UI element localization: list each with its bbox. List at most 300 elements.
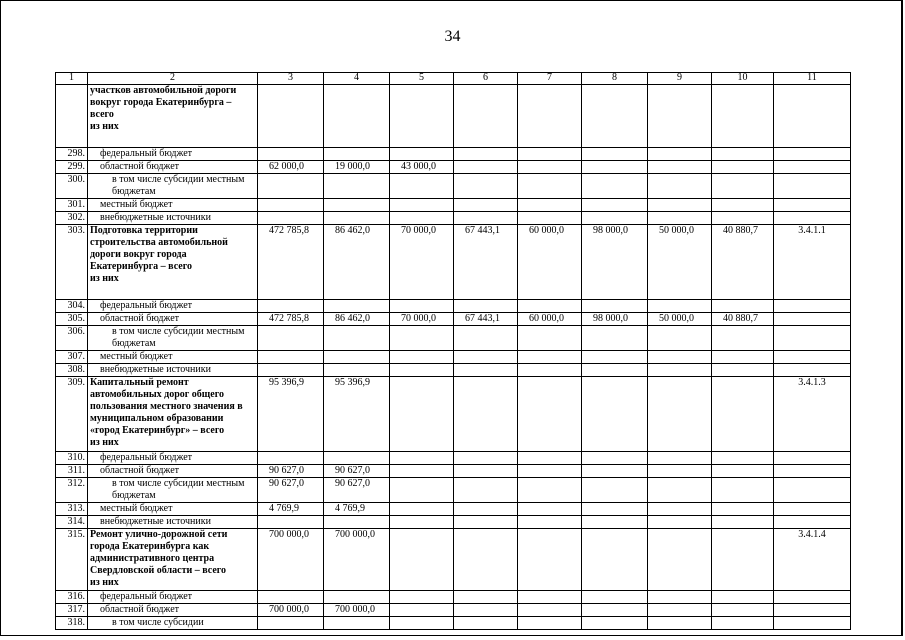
row-number: 315. [56, 528, 88, 591]
header-cell: 10 [712, 73, 774, 85]
row-name-suffix: из них [90, 121, 119, 132]
value-cell [390, 528, 454, 591]
row-name-suffix: из них [90, 272, 119, 284]
value-cell [518, 502, 582, 515]
row-name-text: федеральный бюджет [100, 591, 193, 602]
table-row [56, 173, 851, 198]
value-cell [712, 376, 774, 451]
value-cell: 86 462,0 [324, 224, 390, 299]
value-cell [712, 85, 774, 148]
value-cell [390, 604, 454, 617]
row-number: 298. [56, 147, 88, 160]
value-cell [454, 160, 518, 173]
row-name [88, 312, 258, 325]
row-name [88, 502, 258, 515]
value-cell [518, 363, 582, 376]
row-name-text: в том числе субсидии местным бюджетам [112, 325, 245, 349]
value-cell: 700 000,0 [258, 604, 324, 617]
row-name-text: областной бюджет [100, 604, 180, 615]
value-cell [454, 591, 518, 604]
table-row [56, 464, 851, 477]
value-cell [712, 464, 774, 477]
value-cell [518, 451, 582, 464]
value-cell [454, 604, 518, 617]
value-cell [648, 528, 712, 591]
value-cell [582, 173, 648, 198]
value-cell [390, 198, 454, 211]
value-cell: 43 000,0 [390, 160, 454, 173]
code-cell [774, 299, 851, 312]
value-cell [390, 617, 454, 630]
table-row [56, 198, 851, 211]
value-cell [518, 591, 582, 604]
row-name-text: Капитальный ремонт автомобильных дорог общего пользования местного значения в муниципальном образовании «город Екатеринбург» – всего [90, 376, 243, 436]
value-cell [390, 363, 454, 376]
value-cell [324, 451, 390, 464]
row-number: 317. [56, 604, 88, 617]
value-cell [390, 173, 454, 198]
row-name [88, 211, 258, 224]
header-cell: 4 [324, 73, 390, 85]
code-cell [774, 160, 851, 173]
row-name [88, 173, 258, 198]
row-number: 303. [56, 224, 88, 299]
value-cell [390, 376, 454, 451]
value-cell [518, 85, 582, 148]
value-cell [454, 173, 518, 198]
header-cell: 2 [88, 73, 258, 85]
row-number: 309. [56, 376, 88, 451]
row-name [88, 224, 258, 299]
row-number: 318. [56, 617, 88, 630]
value-cell [454, 350, 518, 363]
value-cell [518, 376, 582, 451]
value-cell [582, 528, 648, 591]
value-cell [582, 160, 648, 173]
row-name [88, 350, 258, 363]
value-cell [518, 515, 582, 528]
value-cell: 86 462,0 [324, 312, 390, 325]
value-cell [518, 350, 582, 363]
code-cell [774, 617, 851, 630]
value-cell: 40 880,7 [712, 224, 774, 299]
value-cell [712, 515, 774, 528]
value-cell: 19 000,0 [324, 160, 390, 173]
code-cell: 3.4.1.3 [774, 376, 851, 451]
value-cell [258, 515, 324, 528]
row-number: 299. [56, 160, 88, 173]
row-number: 300. [56, 173, 88, 198]
value-cell [518, 464, 582, 477]
value-cell [648, 160, 712, 173]
value-cell [454, 464, 518, 477]
value-cell [648, 591, 712, 604]
value-cell [390, 211, 454, 224]
row-name-text: в том числе субсидии местным бюджетам [112, 173, 245, 197]
value-cell [712, 147, 774, 160]
value-cell: 4 769,9 [258, 502, 324, 515]
value-cell [648, 173, 712, 198]
value-cell [518, 160, 582, 173]
row-number: 311. [56, 464, 88, 477]
value-cell [390, 350, 454, 363]
value-cell [582, 502, 648, 515]
value-cell [454, 325, 518, 350]
table-row [56, 350, 851, 363]
value-cell [454, 363, 518, 376]
value-cell [712, 363, 774, 376]
value-cell [258, 325, 324, 350]
row-number: 304. [56, 299, 88, 312]
value-cell [454, 198, 518, 211]
page-number: 34 [444, 28, 461, 45]
table-header-row [56, 73, 851, 85]
header-cell: 1 [56, 73, 88, 85]
value-cell [454, 211, 518, 224]
value-cell: 90 627,0 [258, 477, 324, 502]
table-row [56, 376, 851, 451]
row-name [88, 376, 258, 451]
row-number: 316. [56, 591, 88, 604]
row-name-text: в том числе субсидии [112, 617, 204, 628]
table-row [56, 211, 851, 224]
value-cell [454, 477, 518, 502]
header-cell: 6 [454, 73, 518, 85]
value-cell: 472 785,8 [258, 312, 324, 325]
value-cell: 95 396,9 [258, 376, 324, 451]
row-number: 308. [56, 363, 88, 376]
value-cell [648, 363, 712, 376]
value-cell: 70 000,0 [390, 224, 454, 299]
value-cell [582, 515, 648, 528]
value-cell [518, 617, 582, 630]
row-name-text: федеральный бюджет [100, 147, 193, 159]
row-name-text: местный бюджет [100, 198, 173, 210]
value-cell [648, 477, 712, 502]
header-cell: 7 [518, 73, 582, 85]
value-cell: 90 627,0 [258, 464, 324, 477]
value-cell [648, 325, 712, 350]
value-cell [258, 85, 324, 148]
value-cell [454, 451, 518, 464]
code-cell [774, 147, 851, 160]
code-cell [774, 451, 851, 464]
row-name [88, 464, 258, 477]
header-cell: 11 [774, 73, 851, 85]
value-cell [258, 198, 324, 211]
code-cell [774, 604, 851, 617]
code-cell [774, 312, 851, 325]
value-cell [454, 528, 518, 591]
value-cell [324, 173, 390, 198]
value-cell [582, 85, 648, 148]
value-cell [390, 591, 454, 604]
value-cell: 90 627,0 [324, 464, 390, 477]
value-cell [712, 350, 774, 363]
value-cell [712, 173, 774, 198]
value-cell: 98 000,0 [582, 224, 648, 299]
table-row [56, 160, 851, 173]
value-cell [454, 617, 518, 630]
value-cell [390, 477, 454, 502]
value-cell [454, 147, 518, 160]
row-name [88, 591, 258, 604]
value-cell [518, 211, 582, 224]
value-cell [518, 173, 582, 198]
value-cell [648, 198, 712, 211]
value-cell [324, 515, 390, 528]
row-name-suffix: из них [90, 436, 119, 448]
value-cell [324, 617, 390, 630]
row-name-text: областной бюджет [100, 464, 180, 476]
value-cell [454, 515, 518, 528]
value-cell [648, 617, 712, 630]
value-cell [712, 591, 774, 604]
value-cell [324, 198, 390, 211]
value-cell [712, 299, 774, 312]
header-cell: 5 [390, 73, 454, 85]
value-cell [582, 451, 648, 464]
table-row [56, 502, 851, 515]
table-row [56, 617, 851, 630]
table-row [56, 325, 851, 350]
row-name-text: местный бюджет [100, 502, 173, 514]
value-cell [712, 160, 774, 173]
value-cell [648, 515, 712, 528]
value-cell [582, 350, 648, 363]
table-row [56, 477, 851, 502]
value-cell: 67 443,1 [454, 224, 518, 299]
table-row [56, 604, 851, 617]
value-cell: 700 000,0 [324, 528, 390, 591]
row-name-text: Подготовка территории строительства автомобильной дороги вокруг города Екатеринбурга – всего [90, 224, 228, 272]
row-name-text: в том числе субсидии местным бюджетам [112, 477, 245, 501]
value-cell [258, 591, 324, 604]
row-name-text: местный бюджет [100, 350, 173, 362]
value-cell [390, 515, 454, 528]
value-cell [324, 325, 390, 350]
row-name-suffix: из них [90, 576, 119, 588]
value-cell [518, 147, 582, 160]
code-cell [774, 350, 851, 363]
value-cell [454, 502, 518, 515]
row-number: 314. [56, 515, 88, 528]
row-name [88, 160, 258, 173]
code-cell [774, 477, 851, 502]
header-cell: 3 [258, 73, 324, 85]
value-cell [582, 477, 648, 502]
row-name-text: внебюджетные источники [100, 363, 211, 375]
value-cell [712, 604, 774, 617]
value-cell [648, 464, 712, 477]
value-cell [712, 451, 774, 464]
row-name [88, 617, 258, 630]
value-cell [582, 464, 648, 477]
value-cell: 40 880,7 [712, 312, 774, 325]
budget-table [55, 72, 851, 630]
value-cell: 62 000,0 [258, 160, 324, 173]
row-number: 305. [56, 312, 88, 325]
row-name-text: внебюджетные источники [100, 211, 211, 223]
table-row [56, 363, 851, 376]
value-cell: 700 000,0 [324, 604, 390, 617]
row-number: 313. [56, 502, 88, 515]
row-number: 310. [56, 451, 88, 464]
value-cell [518, 528, 582, 591]
table-row [56, 312, 851, 325]
value-cell [712, 502, 774, 515]
code-cell [774, 85, 851, 148]
value-cell [324, 147, 390, 160]
row-name [88, 477, 258, 502]
value-cell [258, 451, 324, 464]
value-cell [324, 299, 390, 312]
value-cell: 50 000,0 [648, 312, 712, 325]
code-cell [774, 198, 851, 211]
row-name [88, 515, 258, 528]
value-cell [648, 299, 712, 312]
value-cell [582, 604, 648, 617]
value-cell [648, 85, 712, 148]
table-row [56, 85, 851, 148]
value-cell: 67 443,1 [454, 312, 518, 325]
table-row [56, 147, 851, 160]
value-cell [258, 173, 324, 198]
code-cell [774, 502, 851, 515]
row-name-text: Ремонт улично-дорожной сети города Екатеринбурга как административного центра Свердловской области – всего [90, 528, 228, 576]
value-cell [648, 147, 712, 160]
value-cell: 70 000,0 [390, 312, 454, 325]
value-cell [518, 299, 582, 312]
row-name [88, 299, 258, 312]
row-name-text: участков автомобильной дороги вокруг города Екатеринбурга – всего [90, 85, 237, 120]
row-number: 312. [56, 477, 88, 502]
value-cell [582, 363, 648, 376]
value-cell [582, 376, 648, 451]
value-cell: 98 000,0 [582, 312, 648, 325]
value-cell: 90 627,0 [324, 477, 390, 502]
value-cell [582, 211, 648, 224]
code-cell: 3.4.1.1 [774, 224, 851, 299]
code-cell: 3.4.1.4 [774, 528, 851, 591]
row-name [88, 85, 258, 148]
table-body [56, 73, 851, 630]
value-cell [324, 85, 390, 148]
row-name [88, 604, 258, 617]
value-cell [258, 147, 324, 160]
row-name [88, 451, 258, 464]
value-cell [258, 350, 324, 363]
value-cell [648, 350, 712, 363]
value-cell [518, 604, 582, 617]
row-number [56, 85, 88, 148]
value-cell [582, 299, 648, 312]
row-name [88, 147, 258, 160]
table-row [56, 528, 851, 591]
row-name-text: внебюджетные источники [100, 515, 211, 527]
value-cell [582, 198, 648, 211]
value-cell [324, 211, 390, 224]
row-name-text: федеральный бюджет [100, 451, 193, 463]
code-cell [774, 591, 851, 604]
value-cell: 4 769,9 [324, 502, 390, 515]
value-cell [324, 591, 390, 604]
value-cell [712, 198, 774, 211]
value-cell: 472 785,8 [258, 224, 324, 299]
value-cell: 50 000,0 [648, 224, 712, 299]
value-cell [582, 617, 648, 630]
value-cell [648, 451, 712, 464]
value-cell [390, 299, 454, 312]
code-cell [774, 173, 851, 198]
value-cell [390, 502, 454, 515]
value-cell [258, 299, 324, 312]
value-cell [258, 617, 324, 630]
value-cell [324, 350, 390, 363]
value-cell [324, 363, 390, 376]
value-cell [390, 325, 454, 350]
value-cell [582, 591, 648, 604]
row-number: 302. [56, 211, 88, 224]
value-cell [518, 325, 582, 350]
row-number: 301. [56, 198, 88, 211]
code-cell [774, 464, 851, 477]
table-row [56, 591, 851, 604]
row-name-text: областной бюджет [100, 160, 180, 172]
row-name-text: федеральный бюджет [100, 299, 193, 311]
value-cell: 60 000,0 [518, 312, 582, 325]
value-cell: 95 396,9 [324, 376, 390, 451]
value-cell [712, 617, 774, 630]
table-row [56, 299, 851, 312]
value-cell [648, 376, 712, 451]
value-cell [454, 85, 518, 148]
row-name-text: областной бюджет [100, 312, 180, 324]
code-cell [774, 325, 851, 350]
code-cell [774, 515, 851, 528]
row-name [88, 528, 258, 591]
value-cell [390, 85, 454, 148]
value-cell [582, 147, 648, 160]
value-cell [648, 211, 712, 224]
code-cell [774, 363, 851, 376]
header-cell: 9 [648, 73, 712, 85]
value-cell [712, 211, 774, 224]
row-name [88, 325, 258, 350]
value-cell [390, 147, 454, 160]
value-cell [390, 451, 454, 464]
value-cell [454, 299, 518, 312]
value-cell [648, 604, 712, 617]
code-cell [774, 211, 851, 224]
value-cell [258, 211, 324, 224]
value-cell [390, 464, 454, 477]
value-cell [648, 502, 712, 515]
table-row [56, 451, 851, 464]
value-cell: 60 000,0 [518, 224, 582, 299]
header-cell: 8 [582, 73, 648, 85]
value-cell [454, 376, 518, 451]
row-name [88, 363, 258, 376]
row-number: 307. [56, 350, 88, 363]
table-row [56, 515, 851, 528]
value-cell [712, 477, 774, 502]
value-cell [518, 198, 582, 211]
value-cell [582, 325, 648, 350]
value-cell: 700 000,0 [258, 528, 324, 591]
row-number: 306. [56, 325, 88, 350]
value-cell [258, 363, 324, 376]
